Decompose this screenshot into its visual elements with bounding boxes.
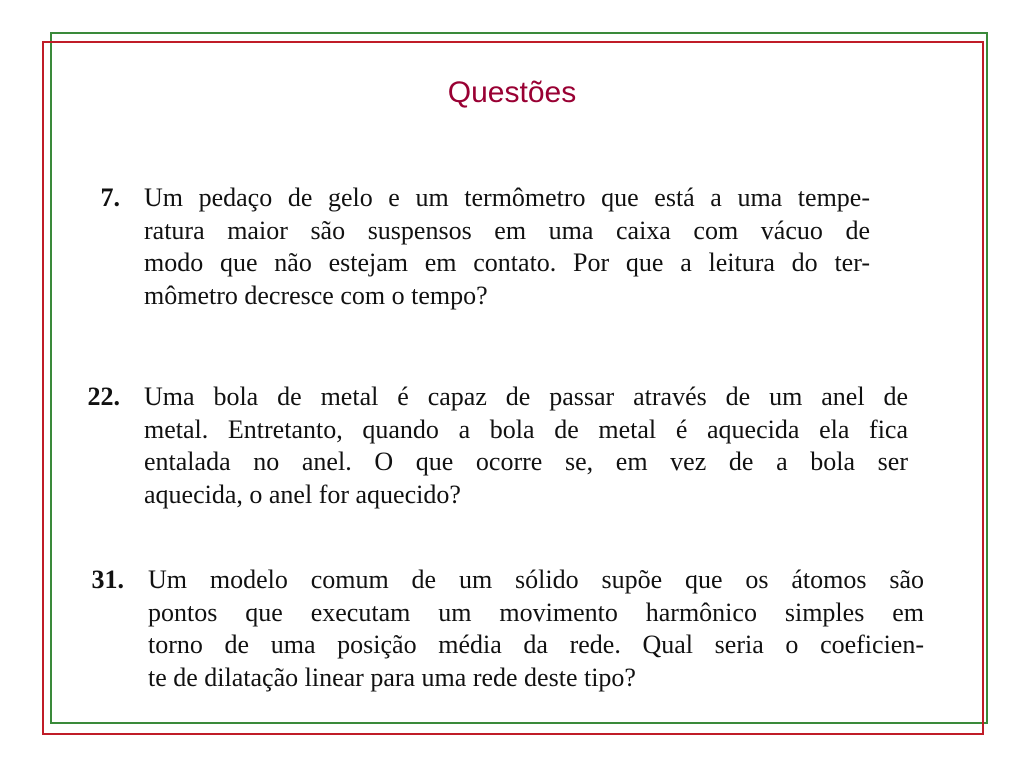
question-line: Um pedaço de gelo e um termômetro que está a uma tempe- — [144, 183, 870, 212]
question-line: Um modelo comum de um sólido supõe que os átomos são — [148, 565, 924, 594]
question-line: metal. Entretanto, quando a bola de metal é aquecida ela fica — [144, 414, 908, 444]
question-text — [144, 182, 870, 312]
question-22 — [60, 381, 920, 511]
question-line: pontos que executam um movimento harmônico simples em — [148, 597, 924, 627]
question-31 — [64, 564, 944, 694]
question-line: mômetro decresce com o tempo? — [144, 280, 488, 310]
question-line: modo que não estejam em contato. Por que a leitura do ter- — [144, 248, 870, 277]
question-line: aquecida, o anel for aquecido? — [144, 479, 461, 509]
question-line: torno de uma posição média da rede. Qual seria o coeficien- — [148, 630, 924, 659]
slide-title: Questões — [447, 76, 577, 109]
question-text — [144, 381, 908, 511]
question-line: Uma bola de metal é capaz de passar através de um anel de — [144, 382, 908, 411]
question-line: entalada no anel. O que ocorre se, em vez de a bola ser — [144, 447, 908, 476]
question-text — [148, 564, 924, 694]
question-line: te de dilatação linear para uma rede deste tipo? — [148, 662, 636, 692]
question-number: 31. — [91, 565, 124, 594]
question-number: 22. — [87, 382, 120, 411]
question-7 — [60, 182, 920, 312]
question-number: 7. — [100, 183, 120, 212]
question-line: ratura maior são suspensos em uma caixa com vácuo de — [144, 215, 870, 245]
